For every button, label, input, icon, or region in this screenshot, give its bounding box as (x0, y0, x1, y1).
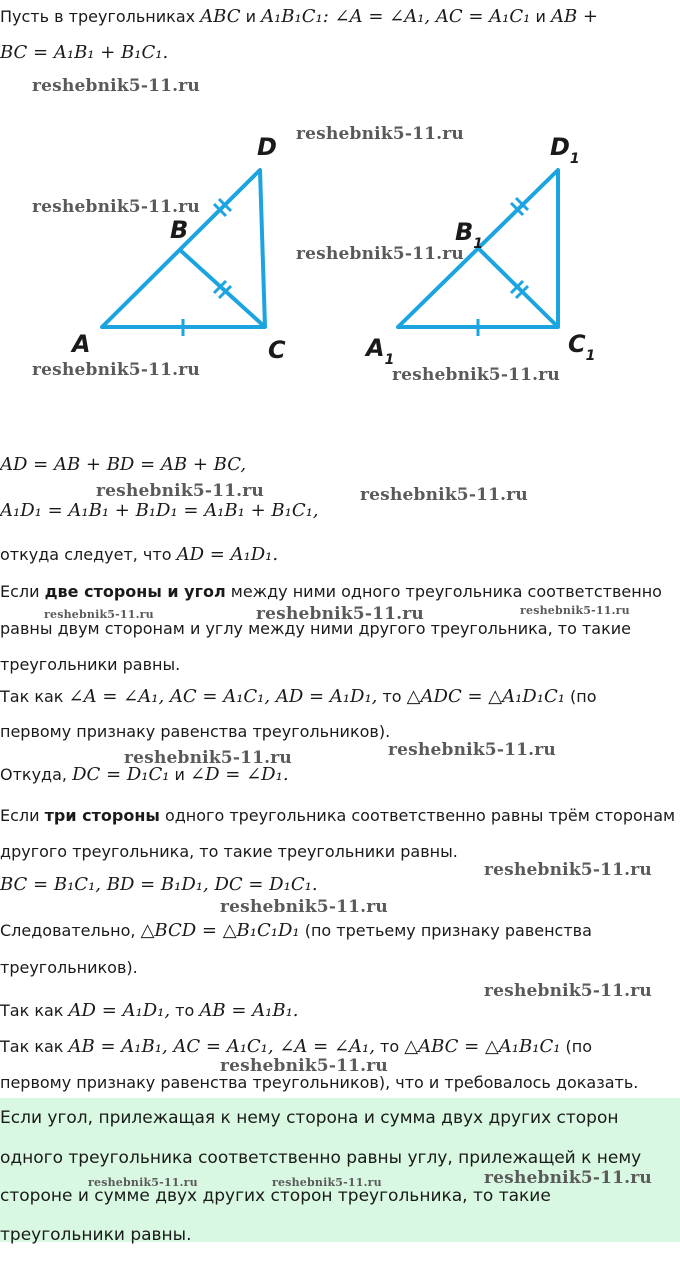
p6-a: Так как (0, 1037, 69, 1056)
p4-line-2: треугольников). (0, 958, 138, 977)
watermark: reshebnik5-11.ru (124, 748, 292, 768)
p2-math-2: △ADC = △A₁D₁C₁ (406, 686, 565, 707)
label-d1 (550, 133, 580, 167)
paragraph-ad-equal (0, 544, 278, 565)
label-a1 (364, 334, 394, 368)
rule2-b: одного треугольника соответственно равны трём сторонам (159, 806, 676, 825)
watermark: reshebnik5-11.ru (32, 76, 200, 96)
p5-math-2: AB = A₁B₁. (199, 1000, 299, 1021)
label-a1-sub: 1 (384, 352, 395, 368)
equation-sides: BC = B₁C₁, BD = B₁D₁, DC = D₁C₁. (0, 874, 318, 895)
p5-line (0, 1000, 299, 1021)
label-d: D (257, 133, 277, 161)
conclusion-line-4: треугольники равны. (0, 1225, 192, 1245)
p6-math-1: AB = A₁B₁, AC = A₁C₁, ∠A = ∠A₁, (68, 1036, 375, 1057)
p6-b: то (374, 1037, 405, 1056)
p2-b: то (377, 687, 407, 706)
p3-math-1: DC = D₁C₁ (72, 764, 170, 785)
p3-a: Откуда, (0, 765, 73, 784)
label-a: A (72, 330, 91, 358)
label-d1-letter: D (550, 133, 570, 161)
label-d1-sub: 1 (569, 151, 580, 167)
rule1-line-1 (0, 582, 662, 601)
p2-a: Так как (0, 687, 69, 706)
p3-b: и (169, 765, 191, 784)
p4-a: Следовательно, (0, 921, 141, 940)
label-c1 (568, 330, 595, 364)
intro-text-and-2: и (530, 7, 551, 26)
rule1-line-3: треугольники равны. (0, 655, 181, 674)
watermark: reshebnik5-11.ru (520, 604, 630, 617)
label-b1-letter: B (455, 218, 474, 246)
rule2-line-2: другого треугольника, то такие треугольники равны. (0, 842, 458, 861)
watermark: reshebnik5-11.ru (392, 365, 560, 385)
rule2-bold: три стороны (44, 806, 160, 825)
conclusion-line-1: Если угол, прилежащая к нему сторона и сумма двух других сторон (0, 1108, 619, 1128)
watermark: reshebnik5-11.ru (272, 1176, 382, 1189)
label-a1-letter: A (366, 334, 385, 362)
label-b1-sub: 1 (473, 236, 484, 252)
intro-text: Пусть в треугольниках (0, 7, 201, 26)
left-segment-bc (180, 250, 265, 327)
conclusion-line-3: стороне и сумме двух других сторон треугольника, то такие (0, 1186, 551, 1206)
p2-line-1 (0, 686, 597, 707)
p6-c: (по (560, 1037, 593, 1056)
p5-math-1: AD = A₁D₁, (68, 1000, 171, 1021)
p6-line-1 (0, 1036, 592, 1057)
label-b: B (170, 216, 189, 244)
watermark: reshebnik5-11.ru (388, 740, 556, 760)
p4-line-1 (0, 920, 592, 941)
watermark: reshebnik5-11.ru (484, 1168, 652, 1188)
rule1-a: Если (0, 582, 45, 601)
p1-text: откуда следует, что (0, 545, 177, 564)
intro-text-and: и (240, 7, 262, 26)
conclusion-line-2: одного треугольника соответственно равны углу, прилежащей к нему (0, 1148, 642, 1168)
math-abc: ABC (200, 6, 241, 27)
math-ab-plus: AB + (550, 6, 598, 27)
watermark: reshebnik5-11.ru (32, 360, 200, 380)
intro-line-2 (0, 42, 168, 63)
label-c: C (268, 336, 286, 364)
rule1-b: между ними одного треугольника соответственно (225, 582, 662, 601)
equation-ad: AD = AB + BD = AB + BC, (0, 454, 247, 475)
rule1-line-2: равны двум сторонам и углу между ними другого треугольника, то такие (0, 619, 631, 638)
label-c1-letter: C (568, 330, 586, 358)
p5-b: то (170, 1001, 200, 1020)
watermark: reshebnik5-11.ru (220, 1056, 388, 1076)
equation-a1d1: A₁D₁ = A₁B₁ + B₁D₁ = A₁B₁ + B₁C₁, (0, 500, 319, 521)
p2-c: (по (564, 687, 597, 706)
watermark: reshebnik5-11.ru (256, 604, 424, 624)
intro-line-1 (0, 6, 598, 27)
watermark: reshebnik5-11.ru (360, 485, 528, 505)
p1-math: AD = A₁D₁. (176, 544, 279, 565)
watermark: reshebnik5-11.ru (484, 981, 652, 1001)
p6-line-2: первому признаку равенства треугольников), что и требовалось доказать. (0, 1073, 639, 1092)
p2-math-1: ∠A = ∠A₁, AC = A₁C₁, AD = A₁D₁, (68, 686, 378, 707)
watermark: reshebnik5-11.ru (32, 197, 200, 217)
p5-a: Так как (0, 1001, 69, 1020)
p6-math-2: △ABC = △A₁B₁C₁ (404, 1036, 561, 1057)
watermark: reshebnik5-11.ru (296, 124, 464, 144)
label-c1-sub: 1 (585, 348, 596, 364)
math-sum-condition: BC = A₁B₁ + B₁C₁. (0, 42, 169, 63)
p4-b: (по третьему признаку равенства (299, 921, 592, 940)
watermark: reshebnik5-11.ru (484, 860, 652, 880)
watermark: reshebnik5-11.ru (296, 244, 464, 264)
watermark: reshebnik5-11.ru (44, 608, 154, 621)
watermark: reshebnik5-11.ru (88, 1176, 198, 1189)
p3-math-2: ∠D = ∠D₁. (190, 764, 289, 785)
p2-line-2: первому признаку равенства треугольников). (0, 722, 391, 741)
p4-math: △BCD = △B₁C₁D₁ (140, 920, 300, 941)
watermark: reshebnik5-11.ru (96, 481, 264, 501)
rule2-a: Если (0, 806, 45, 825)
rule2-line-1 (0, 806, 675, 825)
watermark: reshebnik5-11.ru (220, 897, 388, 917)
math-condition: A₁B₁C₁: ∠A = ∠A₁, AC = A₁C₁ (261, 6, 531, 27)
rule1-bold: две стороны и угол (44, 582, 226, 601)
